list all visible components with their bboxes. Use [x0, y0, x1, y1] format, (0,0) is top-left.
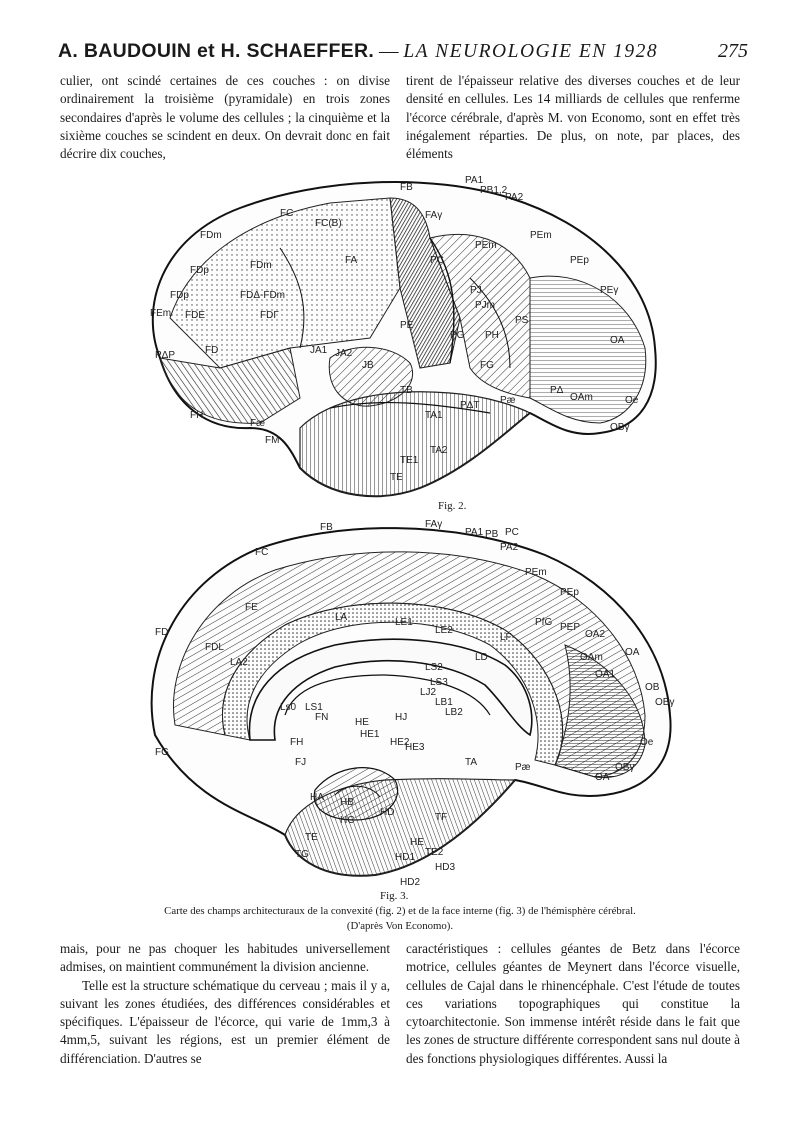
- page-number: 275: [718, 40, 748, 62]
- area-label: LE2: [435, 625, 453, 636]
- area-label: HA: [310, 792, 324, 803]
- area-label: FE: [245, 602, 258, 613]
- area-label: HE3: [405, 742, 425, 753]
- area-label: PH: [485, 330, 499, 341]
- caption-line-1: Carte des champs architecturaux de la convexité (fig. 2) et de la face interne (fig. 3) de l'hémisphère cérébral.: [164, 905, 636, 917]
- area-label: HC: [340, 815, 355, 826]
- area-label: OA1: [595, 669, 616, 680]
- caption-line-2: (D'après Von Economo).: [346, 920, 454, 932]
- area-label: FDL: [205, 642, 224, 653]
- area-label: FC(B): [315, 218, 342, 229]
- area-label: TF: [435, 812, 448, 823]
- paragraph: culier, ont scindé certaines de ces couches : on divise ordinairement la troisième (pyramidale) en trois zones secondaires d'après le volume des cellules ; la cinquième et la sixième couches se scindent en deux. On devrait donc en fait décrire dix couches,: [60, 73, 390, 162]
- area-label: HE: [410, 837, 424, 848]
- area-label: PEp: [570, 255, 589, 266]
- area-label: PEm: [525, 567, 547, 578]
- area-label: TG: [295, 849, 309, 860]
- area-label: LB2: [445, 707, 463, 718]
- area-label: HE2: [390, 737, 410, 748]
- area-label: LJ2: [420, 687, 437, 698]
- area-label: HB: [340, 797, 354, 808]
- area-label: JB: [362, 360, 374, 371]
- area-label: Pæ: [515, 762, 531, 773]
- area-label: PE: [400, 320, 414, 331]
- area-label: LS1: [305, 702, 323, 713]
- area-label: FB: [320, 522, 333, 533]
- area-label: HD1: [395, 852, 416, 863]
- paragraph: Telle est la structure schématique du cerveau ; mais il y a, suivant les zones étudiées, des différences considérables et spécifiques. L'épaisseur de l'écorce, qui varie de 1mm,3 à 4mm,5, suivant les régions, est un premier élément de différenciation. D'autres se: [60, 977, 390, 1066]
- figure-2-label: Fig. 2.: [438, 500, 467, 512]
- figure-3-medial-brain-map: [135, 515, 675, 895]
- header-dash: —: [374, 41, 404, 62]
- area-label: LE1: [395, 617, 413, 628]
- figure-caption: [60, 904, 740, 934]
- area-label: PS: [515, 315, 529, 326]
- area-label: LS2: [425, 662, 443, 673]
- text-column-bottom-right: [406, 940, 740, 1068]
- area-label: LD: [475, 652, 488, 663]
- paragraph: tirent de l'épaisseur relative des diverses couches et de leur densité en cellules. Les 14 milliards de cellules que renferme l'écorce cérébrale, d'après M. von Economo, sont en effet très inégalement réparties. De plus, on note, par places, des éléments: [406, 73, 740, 162]
- area-label: FH: [190, 410, 204, 421]
- area-label: FDm: [200, 230, 222, 241]
- figure-3-label: Fig. 3.: [380, 890, 409, 902]
- area-label: Ls0: [280, 702, 297, 713]
- area-label: TA2: [430, 445, 448, 456]
- area-label: PJm: [475, 300, 495, 311]
- area-label: FDE: [185, 310, 205, 321]
- area-label: PB1,2: [480, 185, 508, 196]
- area-label: FA: [345, 255, 358, 266]
- area-label: Fæ: [250, 418, 265, 429]
- area-label: FB: [400, 182, 413, 193]
- area-label: JA1: [310, 345, 328, 356]
- area-label: PA2: [505, 192, 524, 203]
- area-label: HD3: [435, 862, 456, 873]
- area-label: FD: [155, 627, 169, 638]
- text-column-top-left: [60, 72, 390, 163]
- area-label: JA2: [335, 348, 353, 359]
- area-label: OA: [625, 647, 640, 658]
- area-label: FDp: [170, 290, 189, 301]
- area-label: FG: [155, 747, 169, 758]
- area-label: PG: [450, 330, 465, 341]
- area-label: LA: [335, 612, 348, 623]
- paragraph: mais, pour ne pas choquer les habitudes universellement admises, on maintient communément la division ancienne.: [60, 941, 390, 975]
- area-label: HD: [380, 807, 395, 818]
- area-label: OAm: [570, 392, 593, 403]
- area-label: FN: [315, 712, 329, 723]
- area-label: LF: [500, 632, 512, 643]
- area-label: OBγ: [610, 422, 630, 433]
- area-label: FDm: [250, 260, 272, 271]
- area-label: FDΔ-FDm: [240, 290, 285, 301]
- text-column-top-right: [406, 72, 740, 163]
- area-label: PA1: [465, 175, 484, 186]
- area-label: FAγ: [425, 210, 443, 221]
- figure-2-lateral-brain-map: [130, 168, 670, 508]
- area-label: PΔT: [460, 400, 480, 411]
- area-label: OBγ: [655, 697, 675, 708]
- area-label: OB: [645, 682, 660, 693]
- area-label: LB1: [435, 697, 453, 708]
- area-label: FC: [255, 547, 269, 558]
- area-label: PEP: [560, 622, 581, 633]
- area-label: TA: [465, 757, 478, 768]
- area-label: FG: [480, 360, 494, 371]
- area-label: FM: [265, 435, 280, 446]
- area-label: HE: [355, 717, 369, 728]
- area-label: PJ: [470, 285, 482, 296]
- area-label: FC: [280, 208, 294, 219]
- area-label: PA2: [500, 542, 519, 553]
- area-label: TE: [305, 832, 318, 843]
- area-label: OBγ: [615, 762, 635, 773]
- area-label: HJ: [395, 712, 408, 723]
- area-label: PC: [505, 527, 519, 538]
- area-label: FAγ: [425, 519, 443, 530]
- area-label: OA2: [585, 629, 606, 640]
- area-label: FDp: [190, 265, 209, 276]
- area-label: PEp: [560, 587, 579, 598]
- area-label: PEm: [530, 230, 552, 241]
- area-label: TE1: [400, 455, 419, 466]
- area-label: TB: [400, 385, 413, 396]
- running-header: [58, 40, 748, 74]
- header-journal-title: LA NEUROLOGIE EN 1928: [403, 41, 659, 62]
- area-label: HE1: [360, 729, 380, 740]
- area-label: PEm: [475, 240, 497, 251]
- area-label: PA1: [465, 527, 484, 538]
- area-label: OA: [610, 335, 625, 346]
- area-label: PC: [430, 255, 444, 266]
- area-label: PB: [485, 529, 499, 540]
- area-label: LS3: [430, 677, 448, 688]
- header-authors: A. BAUDOUIN et H. SCHAEFFER.: [58, 40, 375, 62]
- area-label: OAm: [580, 652, 603, 663]
- area-label: TA1: [425, 410, 443, 421]
- area-label: Oe: [625, 395, 639, 406]
- area-label: TE2: [425, 847, 444, 858]
- area-label: LA2: [230, 657, 248, 668]
- area-label: TE: [390, 472, 403, 483]
- area-label: PΔ: [550, 385, 564, 396]
- area-label: Oe: [640, 737, 654, 748]
- area-label: Pæ: [500, 395, 516, 406]
- text-column-bottom-left: [60, 940, 390, 1068]
- area-label: FH: [290, 737, 304, 748]
- area-label: PEγ: [600, 285, 619, 296]
- area-label: FD: [205, 345, 219, 356]
- area-label: FEm: [150, 308, 172, 319]
- area-label: PfG: [535, 617, 553, 628]
- paragraph: caractéristiques : cellules géantes de Betz dans l'écorce motrice, cellules géantes de Meynert dans l'écorce visuelle, cellules de Cajal dans le rhinencéphale. C'est l'étude de toutes ces variations topographiques qui constitue la cytoarchitectonie. Son immense intérêt réside dans le fait que les zones de structure différente correspondent sans nul doute à des fonctions physiologiques différentes. Aussi la: [406, 941, 740, 1066]
- area-label: FJ: [295, 757, 307, 768]
- area-label: FDΓ: [260, 310, 279, 321]
- area-label: PΔP: [155, 350, 176, 361]
- area-label: OA: [595, 772, 610, 783]
- area-label: HD2: [400, 877, 421, 888]
